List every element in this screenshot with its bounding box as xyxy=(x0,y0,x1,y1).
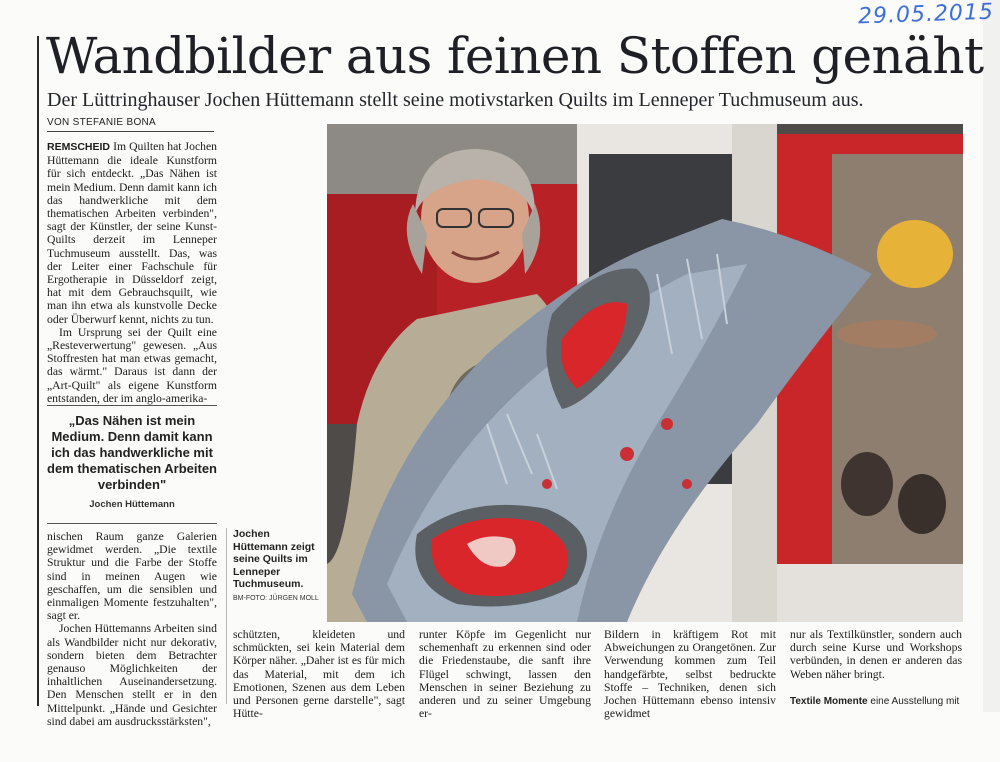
paragraph-text: Im Quilten hat Jochen Hüttemann die ideale Kunstform für sich entdeckt. „Das Nähen ist mein Medium. Denn damit kann ich das handwerkliche mit dem thematischen Arbeiten verbinden", sagt der Künstler, der seine Kunst-Quilts derzeit im Lenneper Tuchmuseum ausstellt. Das, was der Leiter einer Fachschule für Ergotherapie in Düsseldorf zeigt, hat mit dem Gebrauchsquilt, wie man ihn etwa als kunstvolle Decke oder Überwurf kennt, nichts zu tun. xyxy=(47,140,218,326)
article-column-3 xyxy=(419,628,591,721)
article-paragraph: Im Ursprung sei der Quilt eine „Resteverwertung" gewesen. „Aus Stoffresten hat man etwas gemacht, das wärmt." Daraus ist dann der „Art-Quilt" als eigene Kunstform entstanden, der im anglo-amerika- xyxy=(47,325,217,405)
article-paragraph: Jochen Hüttemanns Arbeiten sind als Wandbilder nicht nur dekorativ, sondern bieten dem Betrachter genauso Möglichkeiten der inhaltlichen Auseinandersetzung. Den Menschen stellt er in den Mittelpunkt. „Hände und Gesichter sind dabei am ausdrucksstärksten", xyxy=(47,622,217,728)
photo-illustration xyxy=(327,124,963,622)
article-column-1 xyxy=(47,140,218,405)
teaser-line xyxy=(790,696,983,707)
scan-edge xyxy=(983,0,1000,712)
teaser-text: eine Ausstellung mit xyxy=(867,696,960,707)
photo-credit: BM-FOTO: JÜRGEN MOLL xyxy=(233,595,319,602)
photo-artist-with-quilt xyxy=(327,124,963,622)
article-column-5 xyxy=(790,628,962,690)
quote-rule-bottom xyxy=(47,523,217,524)
subheadline: Der Lüttringhauser Jochen Hüttemann stellt seine motivstarken Quilts im Lenneper Tuchmuseum aus. xyxy=(47,89,864,111)
pull-quote xyxy=(47,405,217,525)
article-column-1-continued xyxy=(47,530,217,728)
article-column-4 xyxy=(604,628,776,721)
article-paragraph: nischen Raum ganze Galerien gewidmet werden. „Die textile Struktur und die Farbe der Stoffe sind in meinen Augen wie geschaffen, um die sensiblen und einmaligen Momente festzuhalten", sagt er. xyxy=(47,530,217,623)
article-paragraph: runter Köpfe im Gegenlicht nur schemenhaft zu erkennen sind oder die Friedenstaube, die sanft ihre Flügel schwingt, lassen den Menschen in seiner Beziehung zu anderen und zu seiner Umgebung er- xyxy=(419,628,591,721)
dateline: REMSCHEID xyxy=(47,141,111,153)
pull-quote-text: „Das Nähen ist mein Medium. Denn damit kann ich das handwerkliche mit dem thematischen Arbeiten verbinden" xyxy=(47,413,218,492)
headline: Wandbilder aus feinen Stoffen genäht xyxy=(46,27,984,85)
article-paragraph: schützten, kleideten und schmückten, sei kein Material dem Körper näher. „Daher ist es für mich das Material, mit dem ich Emotionen, Szenen aus dem Leben und Personen gerne darstelle", sagt Hütte- xyxy=(233,628,405,721)
article-paragraph xyxy=(47,140,217,326)
pull-quote-author: Jochen Hüttemann xyxy=(89,499,175,510)
column-separator xyxy=(226,528,227,704)
article-paragraph: Bildern in kräftigem Rot mit Abweichungen zu Orangetönen. Zur Verwendung kommen zum Teil handgefärbte, selbst bedruckte Stoffe – Techniken, denen sich Jochen Hüttemann ebenso intensiv gewidmet xyxy=(604,628,776,721)
byline: VON STEFANIE BONA xyxy=(47,117,157,128)
byline-rule xyxy=(47,131,214,132)
article-column-2 xyxy=(233,628,405,721)
photo-caption: Jochen Hüttemann zeigt seine Quilts im Lenneper Tuchmuseum. xyxy=(233,528,315,590)
teaser-label: Textile Momente xyxy=(790,696,868,707)
left-column-rule xyxy=(37,36,39,706)
date-stamp: 29.05.2015 xyxy=(857,0,995,30)
article-paragraph: nur als Textilkünstler, sondern auch durch seine Kurse und Workshops verbünden, in denen er anderen das Weben näher bringt. xyxy=(790,628,962,681)
